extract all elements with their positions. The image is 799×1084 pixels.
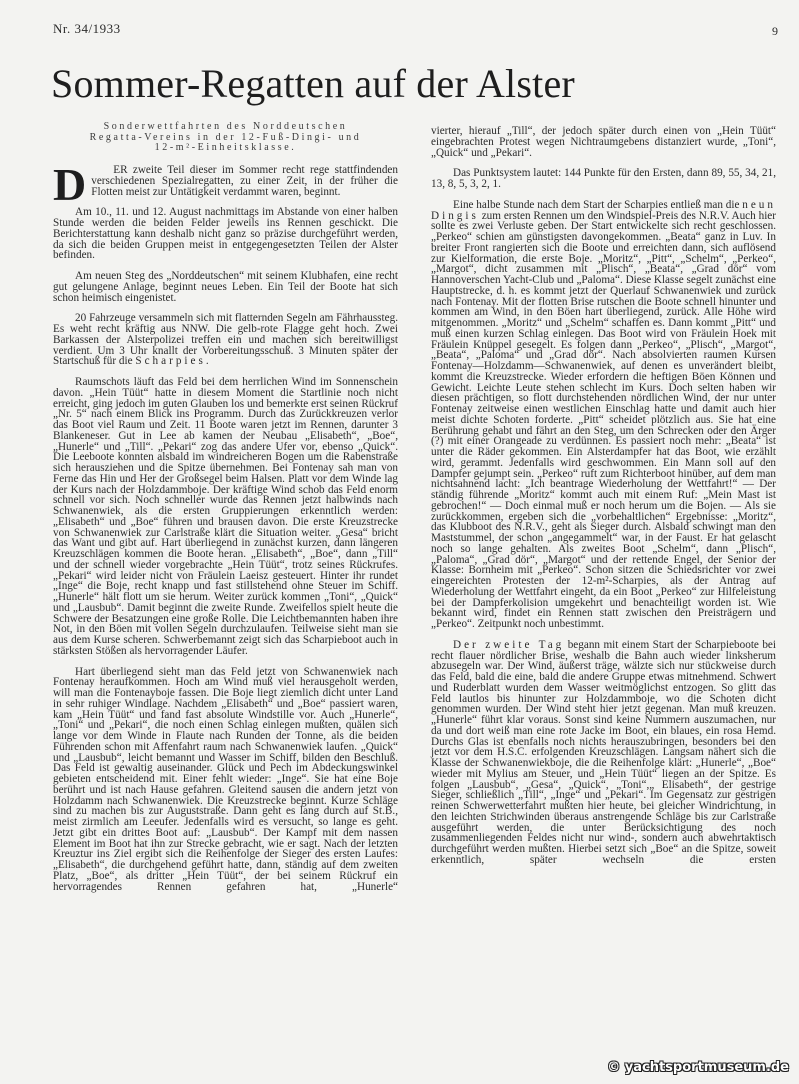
paragraph-text: 20 Fahrzeuge versammeln sich mit flatternden Segeln am Fährhaussteg. Es weht recht kräftig aus NNW. Die gelb-rote Flagge geht hoch. Zwei Barkassen der Alsterpolizei treffen ein und machen sich bereitwilligst verdient. Um 3 Uhr knallt der Vorbereitungsschuß. 3 Minuten später der Startschuß für die: [53, 312, 398, 368]
paragraph: [431, 200, 776, 630]
paragraph: Hart überliegend sieht man das Feld jetzt von Schwanenwiek nach Fontenay heraufkommen. Hoch am Wind muß viel herausgeholt werden, will man die Fontenayboje fassen. Die Boje liegt ziemlich dicht unter Land in sehr ruhiger Windlage. Nachdem „Elisabeth“ und „Boe“ passiert waren, kam „Hein Tüüt“ und fand fast absolute Windstille vor. Auch „Hunerle“, „Toni“ und „Pekari“, die noch einen Schlag einlegen mußten, quälen sich lange vor dem Winde in Flaute nach Runden der Tonne, als die beiden Führenden schon mit Affenfahrt raum nach Schwanenwiek laufen. „Quick“ und „Lausbub“, leicht bemannt und Wasser im Schiff, bilden den Beschluß. Das Feld ist gewaltig auseinander. Glück und Pech im Abdeckungswinkel gebieten entscheidend mit. Einer fehlt wieder: „Inge“. Sie hat eine Boje berührt und ist nach Hause gefahren. Gleitend sausen die andern jetzt von Holzdamm nach Schwanenwiek. Die Kreuzstrecke beginnt. Kurze Schläge sind zu machen bis zur Auguststraße. Dann geht es lang durch auf St.B., meist zirmlich am Leeufer. Jedenfalls wird es versucht, so lange es geht. Jetzt gibt ein drittes Boot auf: „Lausbub“. Der Kampf mit dem nassen Element im Boot hat ihn zur Strecke gebracht, wie er sagt. Nach der letzten Kreuztur ins Ziel ergibt sich die Reihenfolge der Sieger des ersten Laufes: „Elisabeth“, die durchgehend geführt hatte, dann, ständig auf dem zweiten Platz, „Boe“, als dritter „Hein Tüüt“, der bei seinem Rückruf ein hervorragendes Rennen gefahren hat, „Hunerle“: [53, 665, 398, 893]
paragraph-text: Eine halbe Stunde nach dem Start der Scharpies entließ man die: [453, 198, 743, 211]
subtitle-line: Regatta-Vereins in der 12-Fuß-Dingi- und: [89, 131, 362, 143]
paragraph-text: .: [205, 355, 209, 368]
right-column: [431, 126, 776, 876]
paragraph-text: begann mit einem Start der Scharpieboote bei recht flauer nördlicher Brise, weshalb die Bahn auch wieder linksherum abzusegeln war. Der Wind, äußerst träge, wälzte sich nur stückweise durch das Feld, bald die eine, bald die andere Gruppe etwas mitnehmend. Schwert und Ruderblatt wurden dem Wasser weitmöglichst entzogen. So glitt das Feld lautlos bis hinunter zur Holzdammboje, wo die Schoten dicht genommen wurden. Der Wind steht hier jetzt gegenan. Man muß kreuzen. „Hunerle“ führt klar voraus. Sonst sind keine Nummern auszumachen, nur da und dort weiß man eine rote Jacke im Boot, ein blaues, ein rosa Hemd. Durchs Glas ist ebenfalls noch nichts herauszubringen, besonders bei den jetzt vor dem H.S.C. erfolgenden Kreuzschlägen. Langsam nähert sich die Klasse der Schwanenwiekboje, die die Reihenfolge klärt: „Hunerle“, „Boe“ wieder mit Mylius am Steuer, und „Hein Tüüt“ liegen an der Spitze. Es folgen „Lausbub“, „Gesa“, „Quick“, „Toni“,„ Elisabeth“, der gestrige Sieger, schließlich „Till“, „Inge“ und „Pekari“. Im Gegensatz zur gestrigen reinen Schwerwetterfahrt mußten hier heute, bei gleicher Windrichtung, in den leichten Strichwinden überaus anstrengende Schläge bis zur Carlstraße ausgeführt werden, die unter Berücksichtigung des noch zusammenliegenden Feldes nicht nur wind-, sondern auch abwehrtaktisch durchgeführt werden mußten. Hierbei setzt sich „Boe“ an die Spitze, soweit erkenntlich, später wechseln die ersten: [431, 638, 777, 866]
paragraph: Raumschots läuft das Feld bei dem herrlichen Wind im Sonnenschein davon. „Hein Tüüt“ hatte in diesem Moment die Startlinie noch nicht erreicht, ging jedoch im guten Glauben los und bemerkte erst seinen Rückruf „Nr. 5“ nach einem Blick ins Programm. Durch das Zurückkreuzen verlor das Boot viel Raum und Zeit. 11 Boote waren jetzt im Rennen, darunter 3 Blankeneser. Gut in Lee ab kamen der Neubau „Elisabeth“, „Boe“, „Hunerle“ und „Till“. „Pekari“ zog das andere Ufer vor, ebenso „Quick“. Die Leeboote konnten alsbald im windreicheren Bogen um die Rabenstraße sich herausziehen und die Spitze übernehmen. Bei Fontenay sah man von Ferne das Hin und Her der Großsegel beim Halsen. Platt vor dem Winde lag der Kurs nach der Holzdammboje. Der kräftige Wind schob das Feld enorm schnell vor sich. Noch schneller wurde das Rennen jetzt halbwinds nach Schwanenwiek, als die ersten Gruppierungen erkenntlich werden: „Elisabeth“ und „Boe“ führen und brausen davon. Die erste Kreuzstrecke von Schwanenwiek zur Carlstraße klärt die Situation weiter. „Gesa“ bricht das Want und gibt auf. Hart überliegend in zunächst kurzen, dann längeren Kreuzschlägen kommen die Boote heran. „Elisabeth“, „Boe“, dann „Till“ und der schnell wieder vorgebrachte „Hein Tüüt“, trotz seines Rückrufes. „Pekari“ wird leider nicht von Fräulein Laeisz gesteuert. Hinter ihr rundet „Inge“ die Boje, recht knapp und fast stillstehend ohne Steuer im Schiff. „Hunerle“ hält flott um sie herum. Weiter zurück kommen „Toni“, „Quick“ und „Lausbub“. Damit beginnt die zweite Runde. Zweifellos spielt heute die Schwere der Besatzungen eine große Rolle. Die Leichtbemannten haben ihre Not, in den Böen mit vollen Segeln durchzulaufen. Teilweise sieht man sie aus dem Kurse scheren. Schwerbemannt zeigt sich das Scharpieboot auch in stärksten Stößen als hervorragender Läufer.: [53, 376, 398, 657]
paragraph: [431, 640, 776, 866]
spaced-emphasis: Scharpies: [135, 355, 206, 368]
issue-number: Nr. 34/1933: [53, 21, 121, 36]
article-title: Sommer-Regatten auf der Alster: [51, 61, 575, 106]
paragraph: [53, 313, 398, 367]
paragraph: vierter, hierauf „Till“, der jedoch später durch einen von „Hein Tüüt“ eingebrachten Protest wegen Nichtraumgebens distanziert wurde, „Toni“, „Quick“ und „Pekari“.: [431, 125, 776, 159]
subtitle-line: Sonderwettfahrten des Norddeutschen: [103, 121, 348, 132]
paragraph: Das Punktsystem lautet: 144 Punkte für den Ersten, dann 89, 55, 34, 21, 13, 8, 5, 3, 2, 1.: [431, 167, 776, 190]
paragraph: Am 10., 11. und 12. August nachmittags im Abstande von einer halben Stunde werden die beiden Felder jeweils ins Rennen geschickt. Die Berichterstattung kann deshalb nicht ganz so präzise durchgeführt werden, da sich die beiden Gruppen meist in entgegengesetzten Teilen der Alster befinden.: [53, 206, 398, 262]
paragraph: [53, 159, 398, 210]
paragraph-text: zum ersten Rennen um den Windspiel-Preis des N.R.V. Auch hier sollte es zwei Verluste geben. Der Start entwickelte sich recht geschlossen. „Perkeo“ schien am günstigsten davongekommen. „Beata“ ganz in Luv. In breiter Front rangierten sich die Boote und erreichten dann, sich auflösend zur Kielformation, die erste Boje. „Moritz“, „Pitt“, „Schelm“, „Perkeo“, „Margot“, dicht zusammen mit „Plisch“, „Beata“, „Grad dör“ vom Hannoverschen Yacht-Club und „Paloma“. Diese Klasse segelt zunächst eine Hauptstrecke, d. h. es kommt jetzt der Querlauf Schwanenwiek und zurück nach Fontenay. Mit der flotten Brise rutschen die Boote schnell hinunter und kommen am Wind, in den Böen hart überliegend, zurück. Alle Höhe wird mitgenommen. „Moritz“ und „Schelm“ schaffen es. Dann kommt „Pitt“ und muß einen kurzen Schlag einlegen. Das Boot wird von Fräulein Hoek mit Fräulein Knüppel gesegelt. Es folgen dann „Perkeo“, „Plisch“, „Margot“, „Beata“, „Paloma“ und „Grad dör“. Nach absolvierten raumen Kursen Fontenay—Holzdamm—Schwanenwiek, auf denen es unverändert bleibt, kommt die Kreuzstrecke. Wieder erfordern die heftigen Böen Können und Gewicht. Leichte Leute stehen schlecht im Kurs. Doch selten haben wir diesen prächtigen, so flott durchstehenden nördlichen Wind, der nur unter Fontenay zeitweise einen westlichen Einschlag hatte und damit auch hier meist dichte Schoten forderte. „Pitt“ scheidet plötzlich aus. Sie hat eine Berührung gehabt und fährt an den Steg, um den Schrecken oder den Ärger (?) mit einer Orangeade zu verdünnen. Es passiert noch mehr: „Beata“ ist unter die Räder gekommen. Ein Alsterdampfer hat das Boot, wie erzählt wird, gerammt. Jedenfalls wird geschwommen. Ein Mann soll auf den Dampfer gejumpt sein. „Perkeo“ ruft zum Richterboot hinüber, auf dem man nichtsahnend lacht: „Ich beantrage Wiederholung der Wettfahrt!“ — Der ständig führende „Moritz“ kommt auch mit einem Ruf: „Mein Mast ist gebrochen!“ — Doch einmal muß er noch herum um die Bojen. — Als sie zurückkommen, ergeben sich die „vorbehaltlichen“ Ergebnisse: „Moritz“, das Klubboot des N.R.V., geht als Sieger durch. Alsbald schwingt man den Maststummel, der schon „angegammelt“ war, in der Faust. Er hat gelascht noch so lange gehalten. Als zweites Boot „Schelm“, dann „Plisch“, „Paloma“, „Grad dör“, „Margot“ und der rettende Engel, der Senior der Klasse: Bornheim mit „Perkeo“. Schon sitzen die Schiedsrichter vor zwei eingereichten Protesten der 12-m²-Scharpies, als der Antrag auf Wiederholung der Wettfahrt eingeht, da ein Boot „Perkeo“ zur Hilfeleistung bei der Dampferkolision umgekehrt und benachteiligt worden ist. Wie bekannt wird, findet ein Rennen statt zwischen den Preisträgern und „Perkeo“. Zeitpunkt noch unbestimmt.: [431, 209, 776, 630]
spaced-emphasis: neun Dingis: [431, 198, 776, 222]
watermark: © yachtsportmuseum.de: [607, 1060, 789, 1075]
spaced-emphasis: Der zweite Tag: [453, 638, 565, 651]
paragraph: Am neuen Steg des „Norddeutschen“ mit seinem Klubhafen, eine recht gut gelungene Anlage, beginnt neues Leben. Ein Teil der Boote hat sich schon heimisch eingenistet.: [53, 270, 398, 304]
left-column: [53, 159, 398, 902]
article-subtitle: [53, 122, 398, 154]
subtitle-line: 12-m²-Einheitsklasse.: [154, 142, 297, 154]
page-number: 9: [772, 24, 778, 38]
paragraph-text: ER zweite Teil dieser im Sommer recht rege stattfindenden verschiedenen Spezialregatten, zu einer Zeit, in der früher die Flotten meist zur Untätigkeit verdammt waren, beginnt.: [91, 164, 398, 198]
drop-cap: D: [53, 159, 87, 210]
